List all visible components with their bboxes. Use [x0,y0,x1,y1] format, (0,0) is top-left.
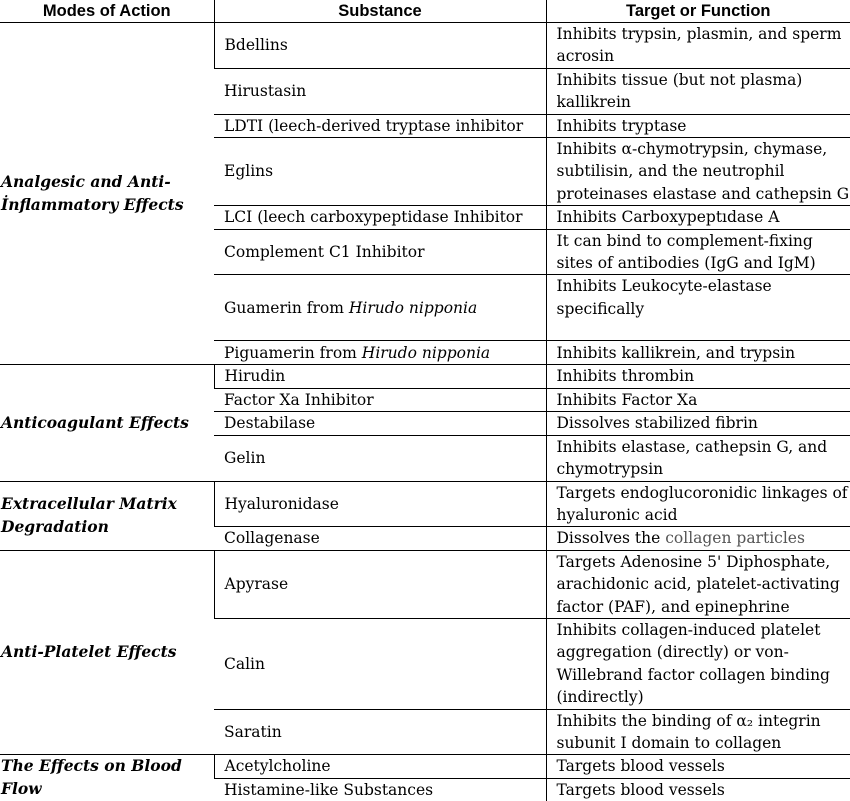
target-line: Targets Adenosine 5' Diphosphate, [557,551,850,573]
substance-cell: Acetylcholine [214,755,546,778]
target-cell [546,341,850,365]
mode-cell-anticoagulant [0,365,214,481]
substance-cell: LDTI (leech-derived tryptase inhibitor [214,114,546,137]
substance-cell [214,341,546,365]
target-cell [546,388,850,411]
table-row [0,550,850,618]
target-line: kallikrein [557,91,850,113]
substance-cell [214,275,546,341]
target-line: Dissolves stabilized fibrin [557,412,850,434]
substance-text: Guamerin from [224,299,349,317]
header-substance: Substance [214,0,546,23]
target-line: subtilisin, and the neutrophil [557,160,850,182]
target-line: Inhibits tissue (but not plasma) [557,69,850,91]
target-line: Inhibits kallikrein, and trypsin [557,342,850,364]
target-cell [546,365,850,388]
substance-cell: LCI (leech carboxypeptidase Inhibitor [214,206,546,229]
mode-label-line: İnflammatory Effects [1,194,214,216]
target-line: Inhibits Leukocyte-elastase [557,275,850,297]
target-cell [546,412,850,435]
substance-cell: Destabilase [214,412,546,435]
table-row [0,755,850,778]
target-cell [546,550,850,618]
target-line: (indirectly) [557,686,850,708]
target-line: arachidonic acid, platelet-activating [557,573,850,595]
target-line: proteinases elastase and cathepsin G [557,183,850,205]
target-line: Inhibits Factor Xa [557,389,850,411]
target-cell [546,481,850,527]
target-line: Inhibits Carboxypeptıdase A [557,206,850,228]
target-line: hyaluronic acid [557,504,850,526]
mode-cell-anti-platelet [0,550,214,755]
species-name: Hirudo nipponia [362,344,490,362]
target-line: Targets endoglucoronidic linkages of [557,482,850,504]
target-cell [546,68,850,114]
mode-cell-analgesic [0,23,214,365]
target-cell [546,435,850,481]
mode-label-line: Analgesic and Anti- [1,171,214,193]
header-target-or-function: Target or Function [546,0,850,23]
substance-cell: Calin [214,618,546,709]
target-cell [546,618,850,709]
target-text: Dissolves the [557,529,666,547]
header-modes-of-action: Modes of Action [0,0,214,23]
target-cell [546,709,850,755]
target-cell [546,206,850,229]
target-line: It can bind to complement-fixing [557,230,850,252]
mode-label-line: Degradation [1,516,214,538]
target-line: factor (PAF), and epinephrine [557,596,850,618]
target-line: Willebrand factor collagen binding [557,664,850,686]
target-cell [546,755,850,778]
target-line: Inhibits α-chymotrypsin, chymase, [557,138,850,160]
substance-cell: Histamine-like Substances [214,778,546,801]
table-row [0,481,850,527]
mode-label-line: Anti-Platelet Effects [1,641,214,663]
target-cell [546,527,850,550]
target-line: Inhibits collagen-induced platelet [557,619,850,641]
target-line: specifically [557,298,850,320]
substance-text: Piguamerin from [224,344,362,362]
target-line: chymotrypsin [557,458,850,480]
target-line: Inhibits trypsin, plasmin, and sperm [557,23,850,45]
target-line: Targets blood vessels [557,755,850,777]
target-cell [546,114,850,137]
substance-cell: Gelin [214,435,546,481]
substance-cell: Collagenase [214,527,546,550]
target-line: Targets blood vessels [557,779,850,801]
substance-cell: Bdellins [214,23,546,69]
substance-cell: Factor Xa Inhibitor [214,388,546,411]
target-line: subunit I domain to collagen [557,732,850,754]
mode-label-line: The Effects on Blood [1,755,214,777]
target-line: Inhibits thrombin [557,365,850,387]
target-cell [546,23,850,69]
target-line: sites of antibodies (IgG and IgM) [557,252,850,274]
substance-cell: Complement C1 Inhibitor [214,229,546,275]
substance-cell: Hyaluronidase [214,481,546,527]
mode-label-line: Flow [1,778,214,800]
target-line: aggregation (directly) or von- [557,641,850,663]
target-cell [546,229,850,275]
target-cell [546,138,850,206]
mode-label-line: Extracellular Matrix [1,493,214,515]
target-line: Inhibits the binding of α₂ integrin [557,710,850,732]
mode-label-line: Anticoagulant Effects [1,412,214,434]
target-line: acrosin [557,45,850,67]
substance-cell: Eglins [214,138,546,206]
table-row [0,365,850,388]
target-line: Inhibits tryptase [557,115,850,137]
target-cell [546,778,850,801]
species-name: Hirudo nipponia [349,299,477,317]
target-cell [546,275,850,341]
substance-cell: Saratin [214,709,546,755]
header-row [0,0,850,23]
substance-cell: Hirustasin [214,68,546,114]
table-row [0,23,850,69]
target-text-gray: collagen particles [665,529,805,547]
substance-cell: Hirudin [214,365,546,388]
target-line: Inhibits elastase, cathepsin G, and [557,436,850,458]
table-body [0,23,850,801]
substance-cell: Apyrase [214,550,546,618]
mode-cell-blood-flow [0,755,214,801]
mode-cell-ecm-degradation [0,481,214,550]
